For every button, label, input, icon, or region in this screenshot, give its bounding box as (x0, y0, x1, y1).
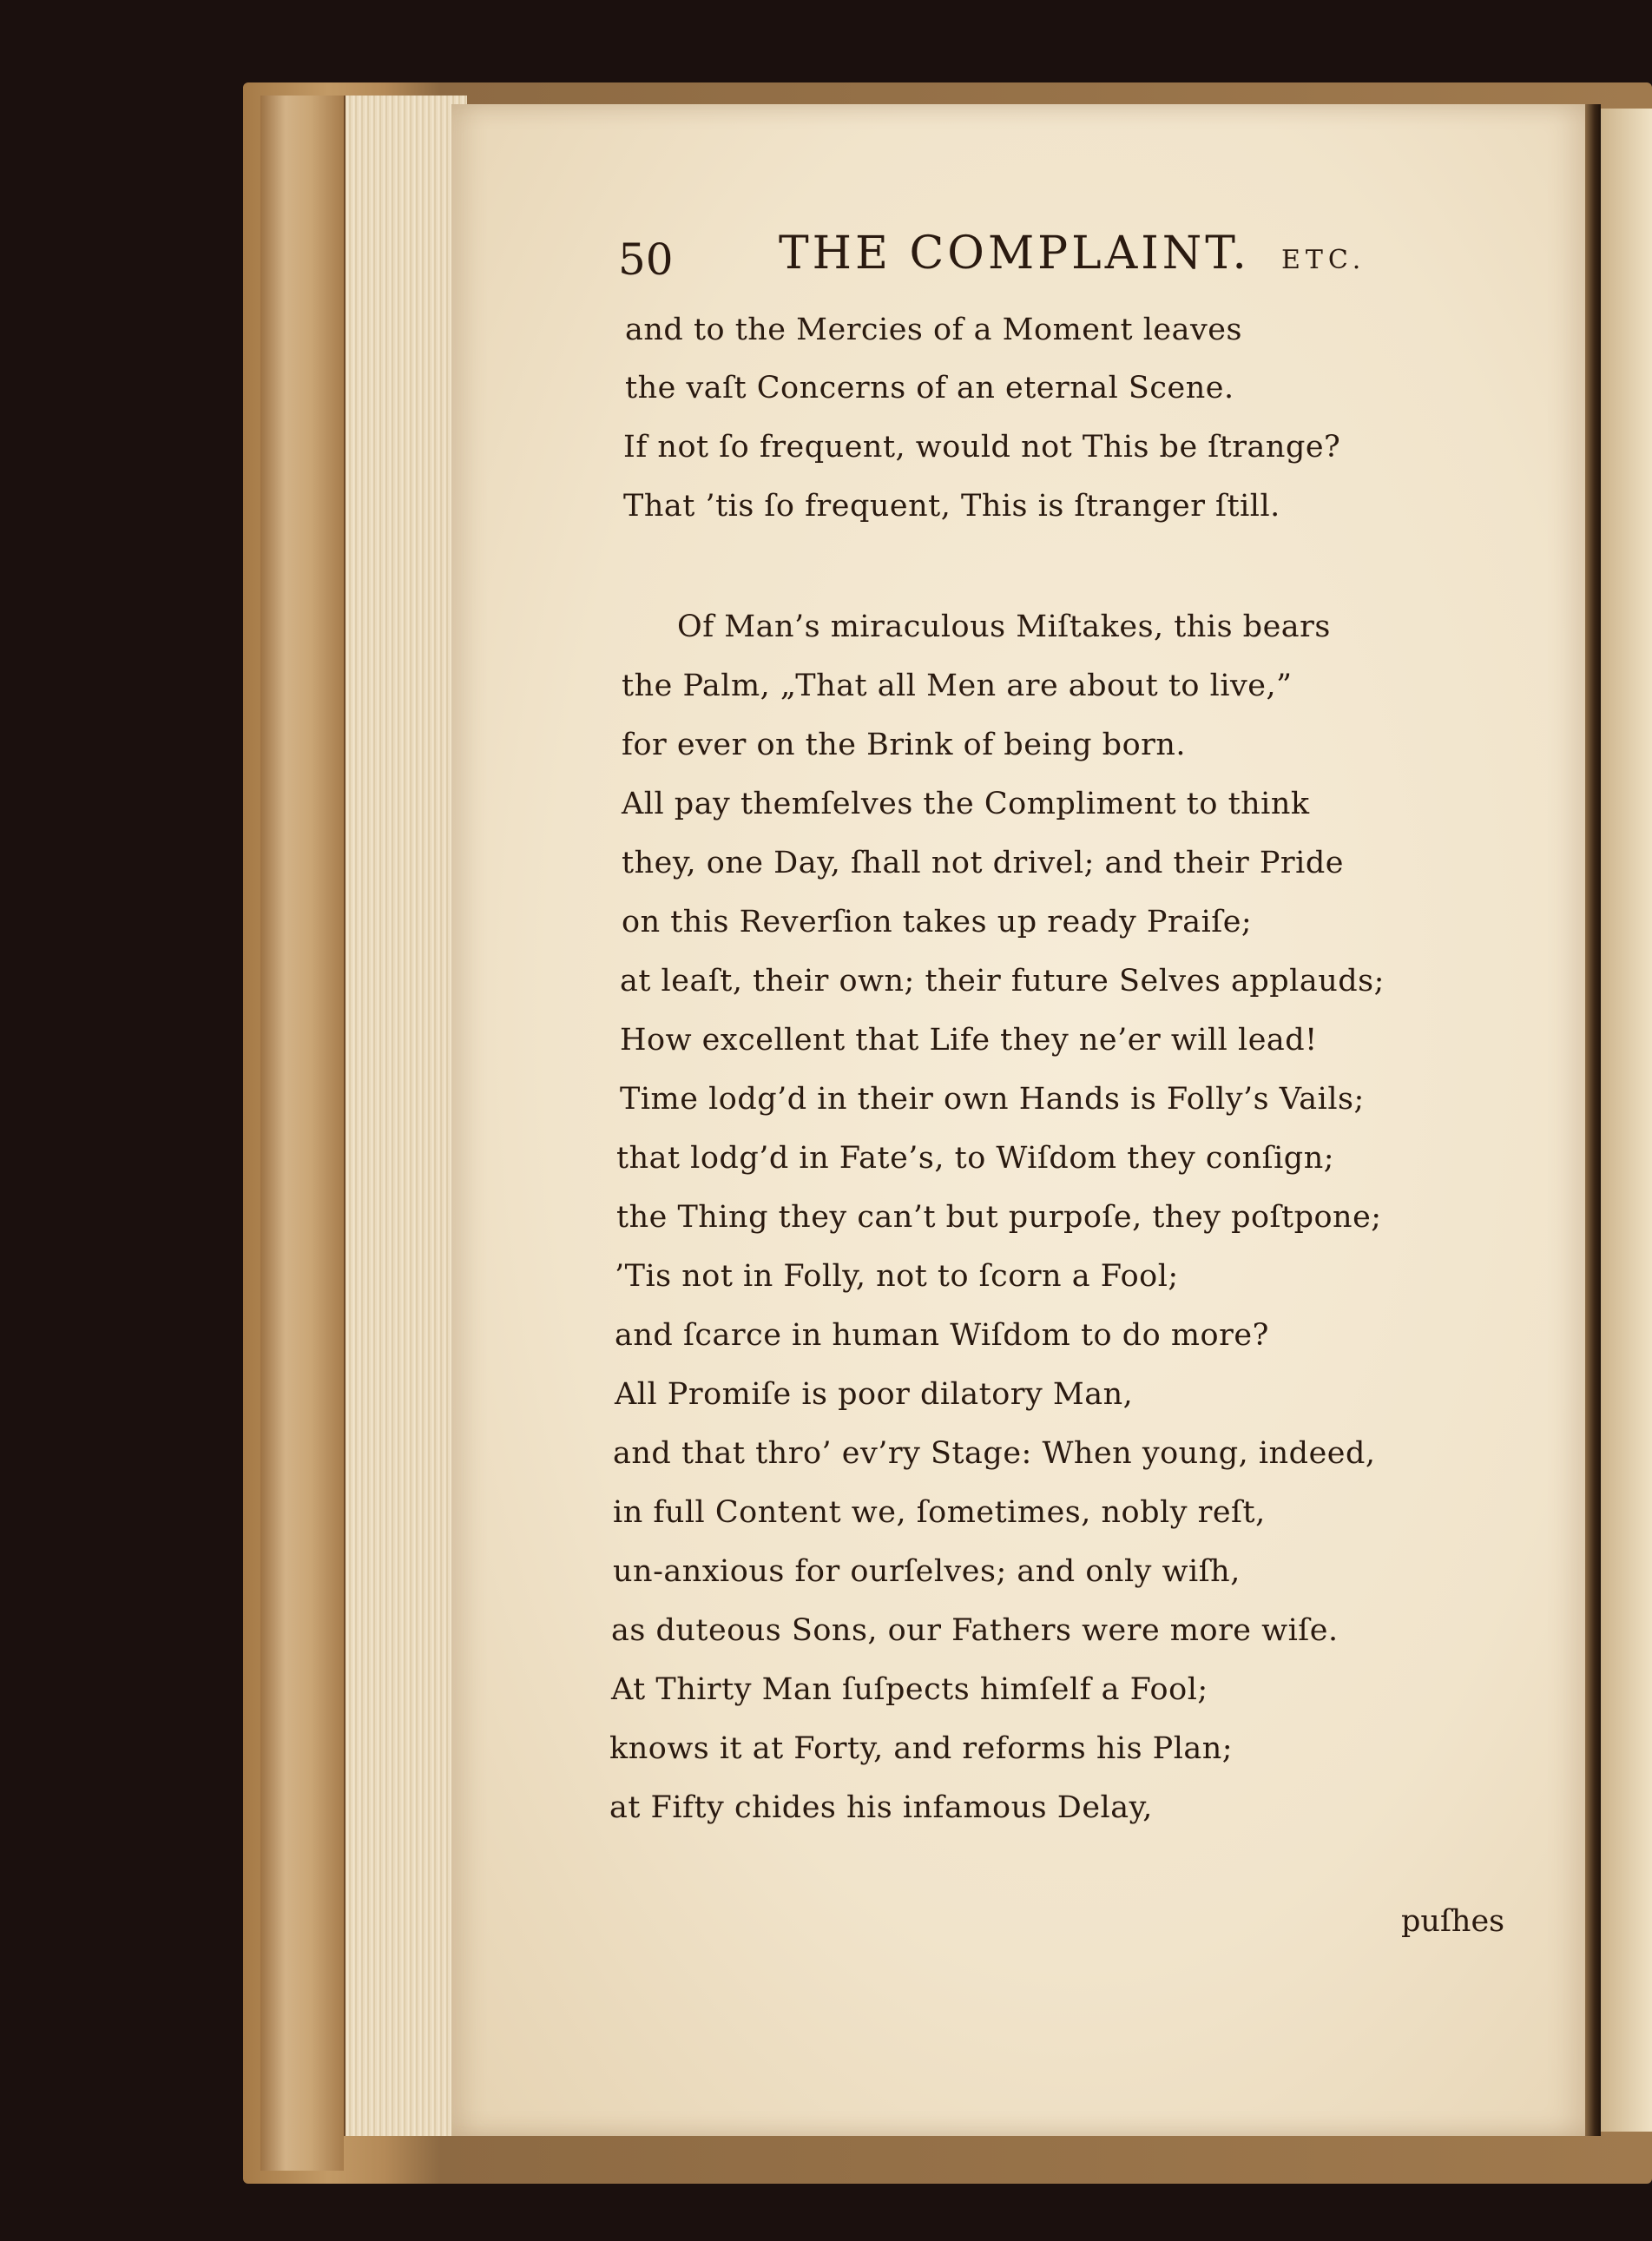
poem-line: and to the Mercies of a Moment leaves (625, 313, 1242, 347)
poem-line: At Thirty Man ſuſpects himſelf a Fool; (611, 1672, 1208, 1707)
poem-line: at Fifty chides his infamous Delay, (609, 1790, 1153, 1825)
running-title-suffix: ETC. (1281, 245, 1366, 275)
poem-line: That ’tis ſo frequent, This is ſtranger ſtill. (623, 489, 1280, 524)
book-spine (260, 96, 344, 2171)
facing-page-edge (1601, 109, 1652, 2132)
running-title: THE COMPLAINT. (779, 227, 1250, 280)
poem-line: and that thro’ ev’ry Stage: When young, indeed, (613, 1436, 1376, 1471)
page-gutter (1585, 104, 1601, 2136)
poem-line: ’Tis not in Folly, not to ſcorn a Fool; (615, 1259, 1179, 1294)
book-page (451, 104, 1589, 2136)
poem-line: for ever on the Brink of being born. (622, 728, 1187, 762)
running-header (618, 227, 1399, 288)
poem-line: they, one Day, ſhall not drivel; and their Pride (622, 846, 1344, 880)
poem-line: the Palm, „That all Men are about to live,” (622, 669, 1293, 703)
poem-line: Of Man’s miraculous Miſtakes, this bears (677, 610, 1331, 644)
poem-line: that lodg’d in Fate’s, to Wiſdom they conſign; (616, 1141, 1335, 1176)
poem-line: Time lodg’d in their own Hands is Folly’s Vails; (620, 1082, 1365, 1117)
poem-line: in full Content we, ſometimes, nobly reſt, (613, 1495, 1266, 1530)
page-number: 50 (618, 234, 674, 285)
poem-line: at leaſt, their own; their future Selves applauds; (620, 964, 1385, 999)
poem-line: un-anxious for ourſelves; and only wiſh, (613, 1554, 1241, 1589)
poem-line: All Promiſe is poor dilatory Man, (615, 1377, 1134, 1412)
poem-line: How excellent that Life they ne’er will lead! (620, 1023, 1318, 1058)
poem-line: All pay themſelves the Compliment to think (622, 787, 1310, 821)
poem-line: If not ſo frequent, would not This be ſtrange? (623, 430, 1341, 465)
poem-line: knows it at Forty, and reforms his Plan; (609, 1731, 1234, 1766)
poem-line: on this Reverſion takes up ready Praiſe; (622, 905, 1253, 939)
page-edges (344, 96, 467, 2136)
poem-line: as duteous Sons, our Fathers were more wiſe. (611, 1613, 1339, 1648)
poem-line: the vaſt Concerns of an eternal Scene. (625, 371, 1234, 405)
catchword: puſhes (1401, 1904, 1505, 1939)
poem-line: the Thing they can’t but purpoſe, they poſtpone; (616, 1200, 1382, 1235)
poem-line: and ſcarce in human Wiſdom to do more? (615, 1318, 1269, 1353)
